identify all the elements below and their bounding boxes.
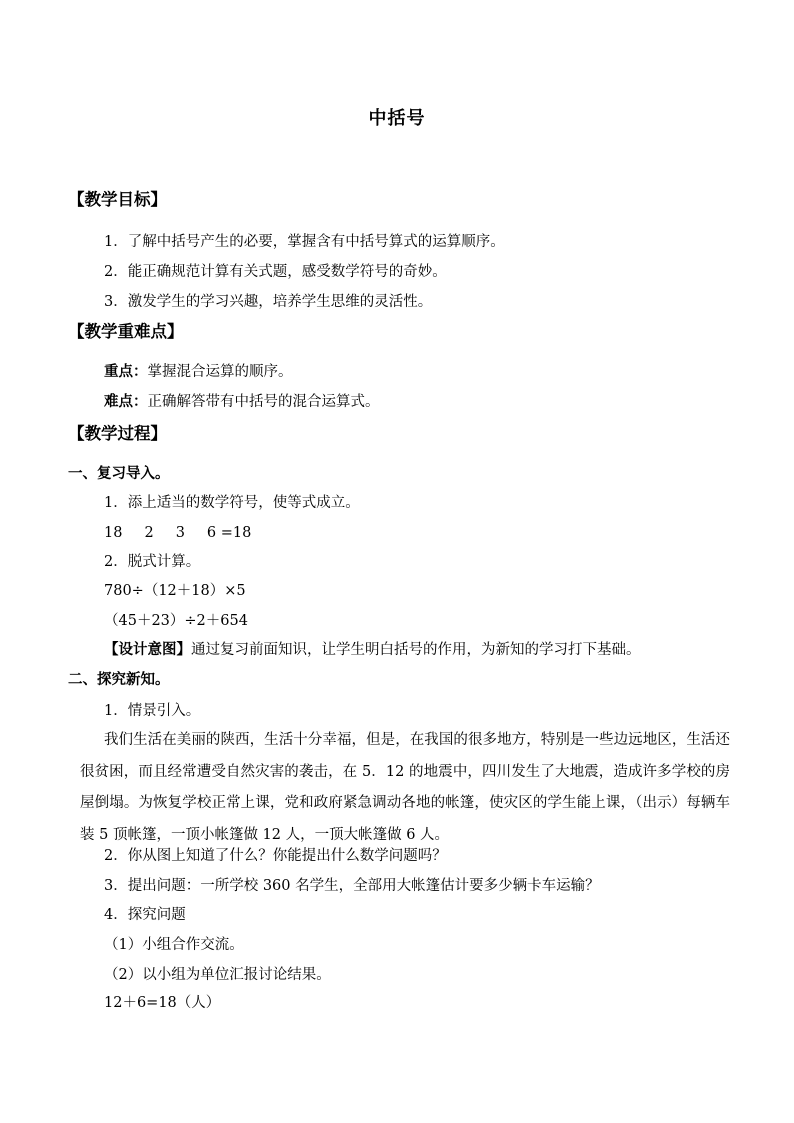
part2-heading: 二、探究新知。 — [68, 671, 170, 688]
explore-step-2: 2．你从图上知道了什么？你能提出什么数学问题吗？ — [104, 848, 447, 864]
explore-step-4a: （1）小组合作交流。 — [104, 937, 244, 953]
expression-2: （45＋23）÷2＋654 — [104, 613, 248, 629]
explore-step-3: 3．提出问题：一所学校 360 名学生，全部用大帐篷估计要多少辆卡车运输？ — [104, 878, 600, 894]
review-question-2: 2．脱式计算。 — [104, 554, 201, 570]
design-intent-text: 通过复习前面知识，让学生明白括号的作用，为新知的学习打下基础。 — [191, 642, 641, 658]
difficult-point-text: 正确解答带有中括号的混合运算式。 — [147, 394, 380, 410]
equation-term-a: 18 — [104, 525, 123, 541]
difficult-point-label: 难点： — [104, 393, 148, 410]
difficult-point — [104, 392, 380, 412]
design-intent — [104, 640, 641, 660]
process-heading: 【教学过程】 — [68, 424, 167, 443]
part1-heading: 一、复习导入。 — [68, 465, 170, 482]
expression-1: 780÷（12＋18）×5 — [104, 583, 246, 599]
design-intent-label: 【设计意图】 — [104, 641, 191, 658]
equation-term-d: 6 =18 — [206, 525, 252, 541]
equation-line — [104, 523, 251, 543]
key-point-label: 重点： — [104, 363, 148, 380]
review-question-1: 1．添上适当的数学符号，使等式成立。 — [104, 495, 360, 511]
page-title: 中括号 — [368, 108, 426, 129]
calculation-line: 12＋6=18（人） — [104, 995, 221, 1011]
key-point-text: 掌握混合运算的顺序。 — [147, 364, 293, 380]
goal-item-3: 3．激发学生的学习兴趣，培养学生思维的灵活性。 — [104, 294, 433, 310]
keypoints-heading: 【教学重难点】 — [68, 322, 184, 341]
story-paragraph: 我们生活在美丽的陕西，生活十分幸福，但是，在我国的很多地方，特别是一些边远地区，生活还很贫困，而且经常遭受自然灾害的袭击，在 5．12 的地震中，四川发生了大地震，造成许多学校的房屋倒塌。为恢复学校正常上课，党和政府紧急调动各地的帐篷，使灾区的学生能上课，（出示）每辆车装 5 顶帐篷，一顶小帐篷做 12 人，一顶大帐篷做 6 人。 — [80, 732, 730, 843]
goal-item-1: 1．了解中括号产生的必要，掌握含有中括号算式的运算顺序。 — [104, 234, 505, 250]
explore-step-4: 4．探究问题 — [104, 907, 186, 923]
explore-step-4b: （2）以小组为单位汇报讨论结果。 — [104, 967, 331, 983]
key-point — [104, 362, 293, 382]
explore-step-1: 1．情景引入。 — [104, 703, 201, 719]
equation-term-b: 2 — [144, 525, 154, 541]
goals-heading: 【教学目标】 — [68, 190, 167, 209]
goal-item-2: 2．能正确规范计算有关式题，感受数学符号的奇妙。 — [104, 264, 447, 280]
equation-term-c: 3 — [175, 525, 185, 541]
